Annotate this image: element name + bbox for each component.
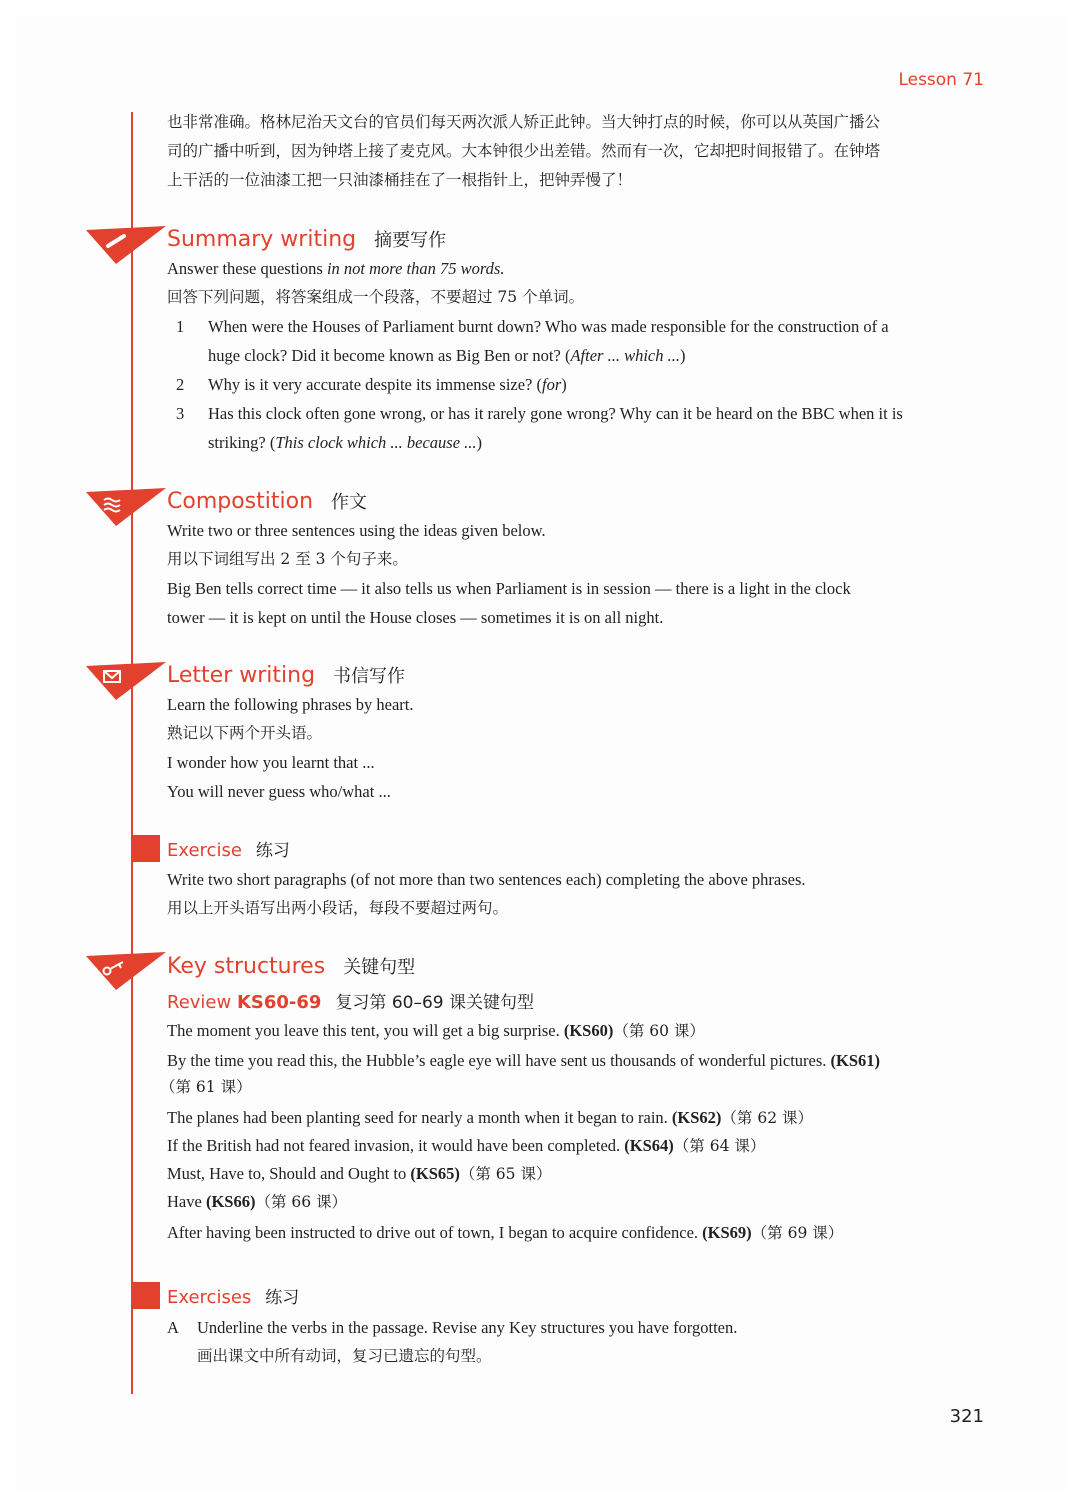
- q1-number: 1: [176, 317, 185, 336]
- review-label: Review: [167, 992, 237, 1013]
- pencil-icon: [86, 224, 166, 268]
- q1-line-1: When were the Houses of Parliament burnt down? Who was made responsible for the construction of a: [208, 317, 889, 336]
- key-title-cn: 关键句型: [343, 957, 416, 978]
- ks-line-66: [167, 1187, 992, 1217]
- ks61-text: By the time you read this, the Hubble’s eagle eye will have sent us thousands of wonderful pictures.: [167, 1051, 831, 1070]
- review-title-cn: 复习第 60–69 课关键句型: [335, 993, 535, 1013]
- ks69-cn: （第 69 课）: [751, 1224, 844, 1242]
- letter-phrase-1: I wonder how you learnt that ...: [167, 753, 375, 772]
- intro-line-2: 司的广播中听到，因为钟塔上接了麦克风。大本钟很少出差错。然而有一次，它却把时间报错了。在钟塔: [167, 142, 881, 160]
- ks66-cn: （第 66 课）: [255, 1193, 348, 1211]
- exercise-marker: [133, 835, 160, 862]
- ks64-cn: （第 64 课）: [673, 1137, 766, 1155]
- composition-line-1: Big Ben tells correct time — it also tells us when Parliament is in session — there is a light in the clock: [167, 579, 851, 598]
- letter-heading: [167, 662, 405, 688]
- q1-end: ): [679, 346, 686, 365]
- summary-title: Summary writing: [167, 227, 357, 252]
- summary-q1-cont: [176, 341, 1033, 370]
- envelope-icon: [86, 660, 166, 704]
- waves-icon: [86, 486, 166, 530]
- ks-line-60: [167, 1016, 992, 1046]
- ks66-text: Have: [167, 1192, 206, 1211]
- ks65-cn: （第 65 课）: [459, 1165, 552, 1183]
- exercises-a-label: A: [167, 1318, 179, 1337]
- exercise-title-cn: 练习: [255, 841, 290, 861]
- key-heading: [167, 953, 415, 979]
- summary-q1: [176, 312, 1001, 341]
- composition-title: Compostition: [167, 489, 314, 514]
- ks62-cn: （第 62 课）: [721, 1109, 813, 1127]
- composition-instruction-cn: 用以下词组写出 2 至 3 个句子来。: [167, 550, 408, 568]
- ks61-cn: （第 61 课）: [160, 1078, 252, 1096]
- exercise-text-cn: 用以上开头语写出两小段话，每段不要超过两句。: [167, 899, 509, 917]
- summary-q2: [176, 370, 1001, 399]
- summary-q3: [176, 399, 1001, 428]
- exercises-a-cn: 画出课文中所有动词，复习已遗忘的句型。: [197, 1347, 492, 1365]
- exercises-a: [167, 1313, 992, 1342]
- ks61-ref: (KS61): [830, 1051, 881, 1070]
- ks60-text: The moment you leave this tent, you will get a big surprise.: [167, 1021, 564, 1040]
- ks65-ref: (KS65): [410, 1164, 460, 1183]
- margin-rule: [131, 112, 133, 1394]
- q2-number: 2: [176, 375, 185, 394]
- q1-hint: After ... which ...: [570, 346, 680, 365]
- q3-end: ): [476, 433, 483, 452]
- q3-hint: This clock which ... because ...: [275, 433, 477, 452]
- composition-heading: [167, 488, 367, 514]
- exercise-heading: [167, 836, 290, 861]
- q2-end: ): [561, 375, 567, 394]
- ks69-text: After having been instructed to drive out of town, I began to acquire confidence.: [167, 1223, 703, 1242]
- review-heading: [167, 988, 534, 1013]
- intro-line-3: 上干活的一位油漆工把一只油漆桶挂在了一根指针上，把钟弄慢了！: [167, 171, 633, 189]
- summary-instruction-cn: 回答下列问题，将答案组成一个段落，不要超过 75 个单词。: [167, 288, 585, 306]
- letter-title-cn: 书信写作: [333, 666, 406, 687]
- letter-phrase-2: You will never guess who/what ...: [167, 782, 391, 801]
- summary-title-cn: 摘要写作: [374, 230, 447, 251]
- exercise-text: Write two short paragraphs (of not more than two sentences each) completing the above phrases.: [167, 870, 806, 889]
- composition-line-2: tower — it is kept on until the House closes — sometimes it is on all night.: [167, 608, 664, 627]
- summary-instruction: [167, 254, 992, 283]
- exercises-marker: [133, 1282, 160, 1309]
- ks60-cn: （第 60 课）: [613, 1022, 705, 1040]
- q2-text: Why is it very accurate despite its immense size? (: [208, 375, 543, 394]
- ks-line-64: [167, 1131, 992, 1161]
- exercise-title: Exercise: [167, 840, 242, 861]
- q3-number: 3: [176, 404, 185, 423]
- summary-heading: [167, 226, 446, 252]
- exercises-title-cn: 练习: [265, 1288, 300, 1308]
- letter-title: Letter writing: [167, 663, 316, 688]
- letter-instruction: Learn the following phrases by heart.: [167, 695, 414, 714]
- ks64-ref: (KS64): [624, 1136, 674, 1155]
- ks62-ref: (KS62): [671, 1108, 722, 1127]
- ks60-ref: (KS60): [563, 1021, 614, 1040]
- review-range: KS60-69: [236, 992, 322, 1013]
- composition-instruction: Write two or three sentences using the ideas given below.: [167, 521, 546, 540]
- key-title: Key structures: [167, 954, 326, 979]
- lesson-label: Lesson 71: [898, 70, 984, 90]
- page-number: 321: [949, 1406, 984, 1427]
- ks62-text: The planes had been planting seed for nearly a month when it began to rain.: [167, 1108, 672, 1127]
- q3-line-2: striking? (: [208, 433, 276, 452]
- composition-title-cn: 作文: [331, 492, 368, 513]
- exercises-heading: [167, 1283, 299, 1308]
- ks69-ref: (KS69): [702, 1223, 752, 1242]
- q1-line-2: huge clock? Did it become known as Big Ben or not? (: [208, 346, 571, 365]
- ks64-text: If the British had not feared invasion, it would have been completed.: [167, 1136, 625, 1155]
- exercises-title: Exercises: [167, 1287, 252, 1308]
- q2-hint: for: [542, 375, 562, 394]
- key-icon: [86, 950, 166, 994]
- q3-line-1: Has this clock often gone wrong, or has it rarely gone wrong? Why can it be heard on the BBC when it is: [208, 404, 903, 423]
- summary-instr-italic: in not more than 75 words.: [326, 259, 505, 278]
- letter-instruction-cn: 熟记以下两个开头语。: [167, 724, 323, 742]
- ks-line-65: [167, 1159, 992, 1189]
- ks65-text: Must, Have to, Should and Ought to: [167, 1164, 411, 1183]
- ks-line-61: [167, 1046, 992, 1075]
- ks66-ref: (KS66): [205, 1192, 256, 1211]
- exercises-a-text: Underline the verbs in the passage. Revise any Key structures you have forgotten.: [197, 1318, 738, 1337]
- ks-line-62: [167, 1103, 992, 1133]
- summary-q3-cont: [176, 428, 1033, 457]
- ks-line-69: [167, 1218, 992, 1248]
- intro-line-1: 也非常准确。格林尼治天文台的官员们每天两次派人矫正此钟。当大钟打点的时候，你可以从英国广播公: [167, 113, 881, 131]
- summary-instr-text: Answer these questions: [167, 259, 327, 278]
